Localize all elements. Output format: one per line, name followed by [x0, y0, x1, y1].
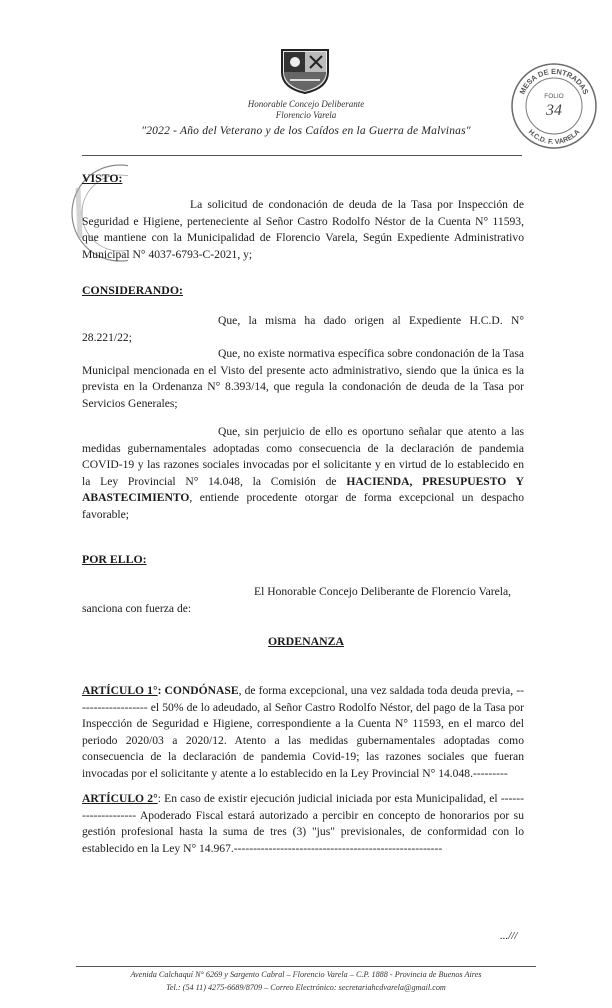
year-motto: "2022 - Año del Veterano y de los Caídos en la Guerra de Malvinas" [141, 125, 471, 137]
por-ello-text-1: El Honorable Concejo Deliberante de Florencio Varela, [254, 585, 512, 598]
condonase-word: CONDÓNASE [164, 684, 239, 697]
svg-text:MESA DE ENTRADAS [518, 67, 591, 96]
articulo-2-label: ARTÍCULO 2° [82, 792, 158, 805]
commission-name: HACIENDA, PRESUPUESTO Y ABASTECIMIENTO [82, 474, 524, 505]
municipal-crest-logo [276, 44, 334, 94]
por-ello-text-2: sanciona con fuerza de: [82, 602, 192, 615]
stamp-folio-number: 34 [546, 102, 562, 119]
considerando-paragraph-3: Que, sin perjuicio de ello es oportuno señalar que atento a las medidas gubernamentales adoptadas como consecuencia de la declaración de pandemia COVID-19 y las razones sociales invocadas por el solicitante y en virtud de lo establecido en la Ley Provincial N° 14.048, la Comisión de HACIENDA, PRESUPUESTO Y ABASTECIMIENTO, entiende procedente otorgar de forma excepcional un despacho favorable; [82, 425, 524, 521]
mesa-de-entradas-stamp [508, 60, 600, 152]
considerando-paragraph-2: Que, no existe normativa específica sobre condonación de la Tasa Municipal mencionada en el Visto del presente acto administrativo, siendo que la única es la prevista en la Ordenanza N° 8.393/14, que regula la condonación de deuda de la Tasa por Servicios Generales; [82, 347, 524, 410]
footer-address: Avenida Calchaquí N° 6269 y Sargento Cabral – Florencio Varela – C.P. 1888 - Provincia de Buenos Aires [130, 970, 482, 979]
institution-name: Honorable Concejo Deliberante [247, 99, 365, 109]
articulo-2: ARTÍCULO 2°: En caso de existir ejecución judicial iniciada por esta Municipalidad, el -------------------- Apoderado Fiscal estará autorizado a percibir en concepto de honorarios por su gestión profesional hasta la suma de tres (3) "jus" previsionales, de conformidad con lo establecido en la Ley N° 14.967.------------------------------------------------------ [82, 792, 524, 855]
articulo-1: ARTÍCULO 1°: CONDÓNASE, de forma excepcional, una vez saldada toda deuda previa, ------------------- el 50% de lo adeudado, al Señor Castro Rodolfo Néstor, del pago de la Tasa por Inspección de Seguridad e Higiene, correspondiente a la Cuenta N° 11593, en el marco del periodo 2020/03 a 2020/12. Atento a las medidas gubernamentales adoptadas como consecuencia de la declaración de pandemia Covid-19; las razones sociales que fueran invocadas por el solicitante y atente a lo establecido en la Ley Provincial N° 14.048.--------- [82, 684, 524, 780]
stamp-top-text: MESA DE ENTRADAS [517, 66, 591, 96]
header-rule [82, 155, 522, 156]
ordenanza-title: ORDENANZA [267, 634, 345, 648]
continuation-mark: .../// [500, 930, 518, 942]
footer-contact: Tel.: (54 11) 4275-6689/8709 – Correo Electrónico: secretariahcdvarela@gmail.com [166, 983, 446, 992]
stamp-folio-label: FOLIO [544, 93, 564, 100]
visto-heading: VISTO: [82, 171, 123, 185]
considerando-heading: CONSIDERANDO: [82, 283, 183, 297]
considerando-paragraph-1: Que, la misma ha dado origen al Expediente H.C.D. N° 28.221/22; [82, 314, 524, 344]
por-ello-heading: POR ELLO: [82, 552, 147, 566]
footer-rule [76, 966, 536, 967]
stamp-bottom-text: H.C.D. F. VARELA [526, 128, 582, 147]
visto-text: La solicitud de condonación de deuda de la Tasa por Inspección de Seguridad e Higiene, perteneciente al Señor Castro Rodolfo Néstor de la Cuenta N° 11593, que mantiene con la Municipalidad de Florencio Varela, Según Expediente Administrativo Municipal N° 4037-6793-C-2021, y; [82, 198, 524, 261]
articulo-1-label: ARTÍCULO 1° [82, 684, 158, 697]
city-name: Florencio Varela [275, 110, 337, 120]
